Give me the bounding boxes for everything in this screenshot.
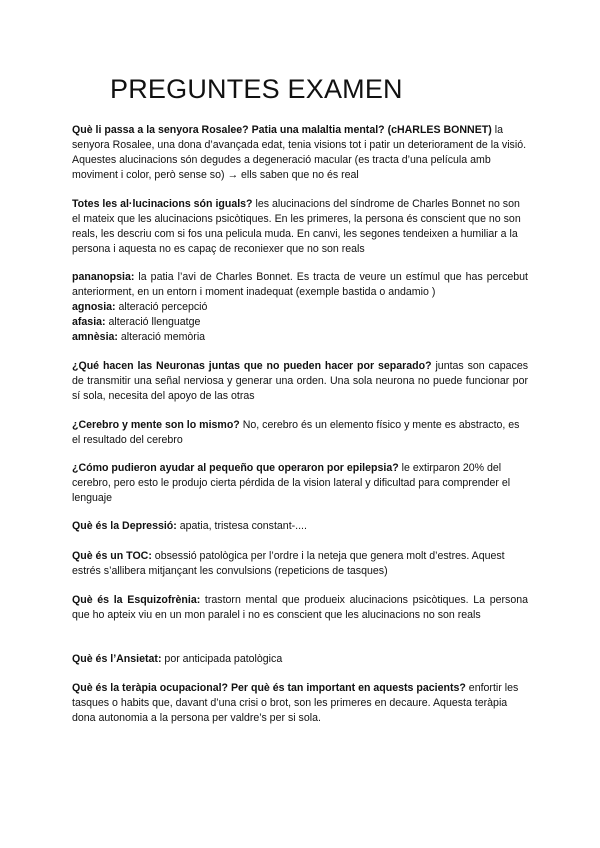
- term-afasia: [72, 315, 528, 330]
- question-text: ¿Cerebro y mente son lo mismo?: [72, 419, 240, 431]
- question-rosalee: [72, 123, 528, 183]
- term-definition: alteració percepció: [115, 301, 208, 313]
- answer-text: apatia, tristesa constant-....: [176, 520, 307, 532]
- term-definition: la patia l’avi de Charles Bonnet. Es tracta de veure un estímul que has percebut anteriorment, en un entorn i moment inadequat (exemple bastida o andamio ): [72, 271, 528, 298]
- question-text: ¿Qué hacen las Neuronas juntas que no pueden hacer por separado?: [72, 360, 432, 372]
- term-name: amnèsia:: [72, 331, 118, 343]
- term-name: agnosia:: [72, 301, 116, 313]
- question-terapia-ocupacional: [72, 681, 528, 726]
- answer-text: enfortir les tasques o habits que, davant d’una crisi o brot, son les primeres en decaure. Aquesta teràpia dona autonomia a la persona per valdre’s per si sola.: [72, 682, 519, 724]
- term-name: afasia:: [72, 316, 106, 328]
- answer-text: le extirparon 20% del cerebro, pero esto le produjo cierta pérdida de la vision lateral y dificultad para comprender el lenguaje: [72, 462, 511, 504]
- question-esquizofrenia: [72, 593, 528, 623]
- answer-text: trastorn mental que produeix alucinacions psicòtiques. La persona que ho apteix viu en un mon paralel i no es conscient que les alucinacions no son reals: [72, 594, 528, 621]
- term-name: pananopsia:: [72, 271, 135, 283]
- answer-text: por anticipada patològica: [161, 653, 283, 665]
- term-amnesia: [72, 330, 528, 345]
- term-pananopsia: [72, 270, 528, 300]
- question-ansietat: [72, 652, 528, 667]
- answer-text: les alucinacions del síndrome de Charles Bonnet no son el mateix que les alucinacions psicòtiques. En les primeres, la persona és conscient que no son reals, les descriu com si fos una pelicula muda. En canvi, les segones tendeixen a humiliar a la persona i aquesta no es capaç de reconiexer que no son reals: [72, 198, 521, 255]
- question-text: Què és la Depressió:: [72, 520, 177, 532]
- answer-text: obsessió patològica per l’ordre i la neteja que genera molt d’estres. Aquest estrés s’allibera mitjançant les convulsions (repeticions de tasques): [72, 550, 505, 577]
- answer-text: la senyora Rosalee, una dona d’avançada edat, tenia visions tot i patir un deteriorament de la visió. Aquestes alucinacions són degudes a degeneració macular (es tracta d’una película amb moviment i color, però sense so) → ells saben que no és real: [72, 124, 527, 181]
- question-text: Què és un TOC:: [72, 550, 152, 562]
- answer-text: No, cerebro és un elemento físico y mente es abstracto, es el resultado del cerebro: [72, 419, 520, 446]
- term-definition: alteració memòria: [117, 331, 206, 343]
- question-text: Què és la Esquizofrènia:: [72, 594, 201, 606]
- question-toc: [72, 549, 528, 579]
- question-text: Què és la teràpia ocupacional? Per què és tan important en aquests pacients?: [72, 682, 466, 694]
- question-hallucinations: [72, 197, 528, 257]
- question-text: ¿Cómo pudieron ayudar al pequeño que operaron por epilepsia?: [72, 462, 399, 474]
- page-title: PREGUNTES EXAMEN: [110, 74, 403, 104]
- question-epilepsia: [72, 461, 528, 506]
- answer-text: juntas son capaces de transmitir una señal nerviosa y generar una orden. Una sola neurona no puede funcionar por sí sola, necesita del apoyo de las otras: [72, 360, 529, 402]
- question-neuronas: [72, 359, 528, 404]
- question-text: Què és l’Ansietat:: [72, 653, 162, 665]
- question-text: Totes les al·lucinacions són iguals?: [72, 198, 253, 210]
- question-depressio: [72, 519, 528, 534]
- question-text: Què li passa a la senyora Rosalee? Patia una malaltia mental? (cHARLES BONNET): [72, 124, 492, 136]
- term-definition: alteració llenguatge: [105, 316, 201, 328]
- term-agnosia: [72, 300, 528, 315]
- question-cerebro-mente: [72, 418, 528, 448]
